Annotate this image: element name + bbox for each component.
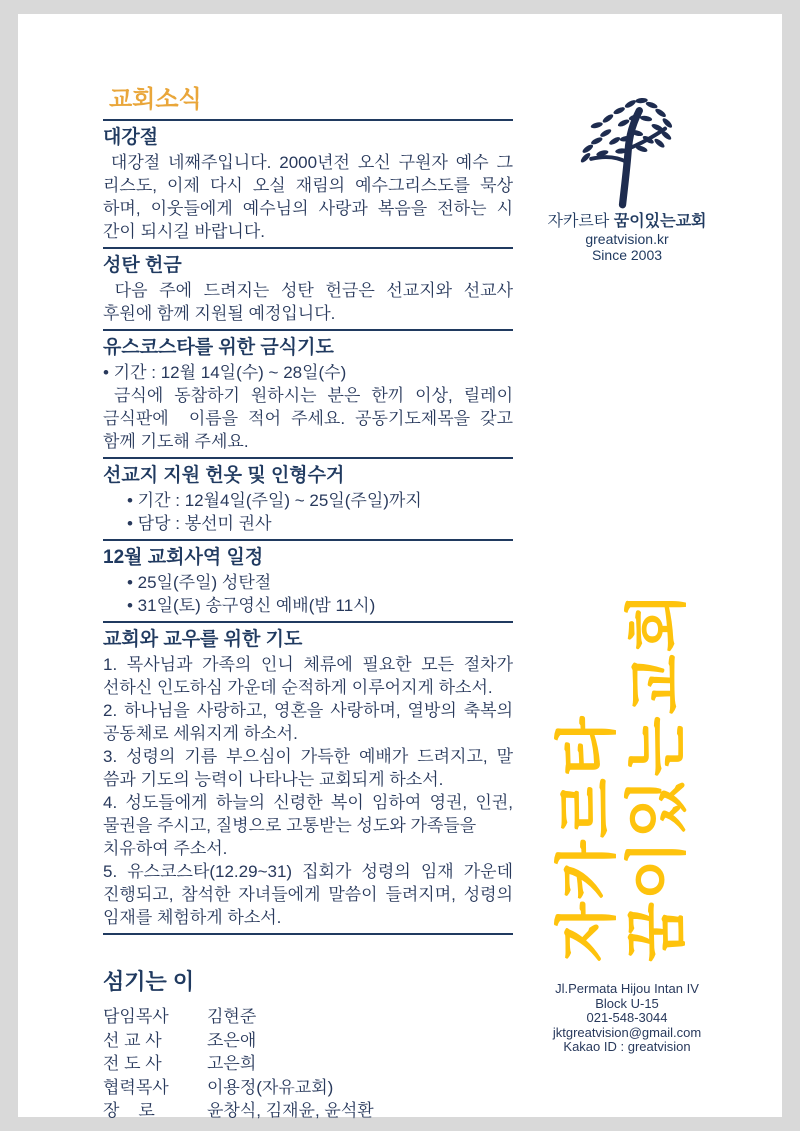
serving-row [103,1099,513,1123]
vertical-wordmark-line1: 자카르타 [553,714,622,962]
serving-title: 섬기는 이 [103,969,195,994]
section-title: 대강절 [103,127,159,148]
news-column [103,86,513,1123]
contact-line: Jl.Permata Hijou Intan IV [555,981,699,996]
section-title: 유스코스타를 위한 금식기도 [103,337,334,358]
brand-block [532,92,722,263]
serving-name: 조은애 [207,1030,257,1050]
section-line: 함께 기도해 주세요. [103,432,249,451]
vertical-wordmark-line2: 꿈이있는교회 [623,590,692,962]
brand-website: greatvision.kr [585,231,669,247]
section-title: 성탄 헌금 [103,255,182,276]
serving-name: 김현준 [207,1007,257,1026]
news-sections [103,121,513,935]
tree-logo-icon [571,92,683,210]
section-line: 치유하여 주소서. [103,839,228,858]
section-title: 선교지 지원 헌옷 및 인형수거 [103,465,345,486]
contact-line: jktgreatvision@gmail.com [552,1024,702,1040]
section-line: 금식에 동참하기 원하시는 분은 한끼 이상, 릴레이 [103,386,513,405]
serving-role: 담임목사 [103,1007,169,1026]
brand-name-bold: 꿈이있는교회 [613,213,707,230]
serving-list [103,1005,513,1123]
contact-line: Block U-15 [595,995,659,1011]
section-line: 금식판에 이름을 적어 주세요. 공동기도제목을 갖고 [103,409,513,428]
section-line: • 기간 : 12월4일(주일) ~ 25일(주일)까지 [127,491,422,510]
section-line: • 담당 : 봉선미 권사 [127,514,272,533]
section-line: 진행되고, 참석한 자녀들에게 말씀이 들려지며, 성령의 [103,885,513,904]
section-line: 선하신 인도하심 가운데 순적하게 이루어지게 하소서. [103,678,493,697]
serving-row [103,1052,513,1076]
brand-since: Since 2003 [591,247,663,263]
section-title: 12월 교회사역 일정 [103,547,264,568]
serving-role: 전 도 사 [103,1054,162,1073]
section-line: 후원에 함께 지원될 예정입니다. [103,304,336,323]
serving-row [103,1076,513,1100]
section-line: 4. 성도들에게 하늘의 신령한 복이 임하여 영권, 인권, [103,793,513,812]
serving-role: 협력목사 [103,1077,169,1097]
news-section [103,459,513,541]
contact-line: 021-548-3044 [586,1010,668,1026]
serving-name: 고은희 [207,1054,257,1073]
serving-row [103,1005,513,1029]
section-line: • 기간 : 12월 14일(수) ~ 28일(수) [103,363,347,382]
section-line: 대강절 네째주입니다. 2000년전 오신 구원자 예수 그 [103,153,513,172]
section-line: 리스도, 이제 다시 오실 재림의 예수그리스도를 묵상 [103,176,513,195]
section-line: 씀과 기도의 능력이 나타나는 교회되게 하소서. [103,770,444,789]
section-line: 물권을 주시고, 질병으로 고통받는 성도와 가족들을 [103,816,477,835]
brand-name [532,212,722,231]
contact-block [532,982,722,1055]
serving-name: 이용정(자유교회) [207,1077,334,1097]
section-line: 하며, 이웃들에게 예수님의 사랑과 복음을 전하는 시 [103,199,513,218]
section-line: 공동체로 세워지게 하소서. [103,724,298,743]
section-title: 교회와 교우를 위한 기도 [103,629,303,650]
section-line: 1. 목사님과 가족의 인니 체류에 필요한 모든 절차가 [103,655,513,674]
section-line: 다음 주에 드려지는 성탄 헌금은 선교지와 선교사 [103,281,513,300]
contact-line: Kakao ID : greatvision [563,1039,691,1055]
section-line: • 31일(토) 송구영신 예배(밤 11시) [127,596,376,615]
serving-name: 윤창식, 김재윤, 윤석환 [207,1101,374,1120]
serving-role: 장 로 [103,1101,155,1120]
section-line: 간이 되시길 바랍니다. [103,222,265,241]
news-section [103,541,513,623]
brand-name-prefix: 자카르타 [547,213,610,230]
vertical-wordmark [553,572,693,962]
section-line: 3. 성령의 기름 부으심이 가득한 예배가 드려지고, 말 [103,747,513,766]
news-section [103,249,513,331]
page-title: 교회소식 [103,86,513,121]
serving-role: 선 교 사 [103,1030,162,1050]
section-line: 임재를 체험하게 하소서. [103,908,282,927]
serving-section [103,967,513,1123]
section-line: • 25일(주일) 성탄절 [127,573,272,592]
serving-row [103,1029,513,1053]
section-line: 5. 유스코스타(12.29~31) 집회가 성령의 임재 가운데 [103,862,513,881]
news-section [103,121,513,249]
paper-page [18,14,782,1120]
news-section [103,623,513,935]
section-line: 2. 하나님을 사랑하고, 영혼을 사랑하며, 열방의 축복의 [103,701,513,720]
news-section [103,331,513,459]
